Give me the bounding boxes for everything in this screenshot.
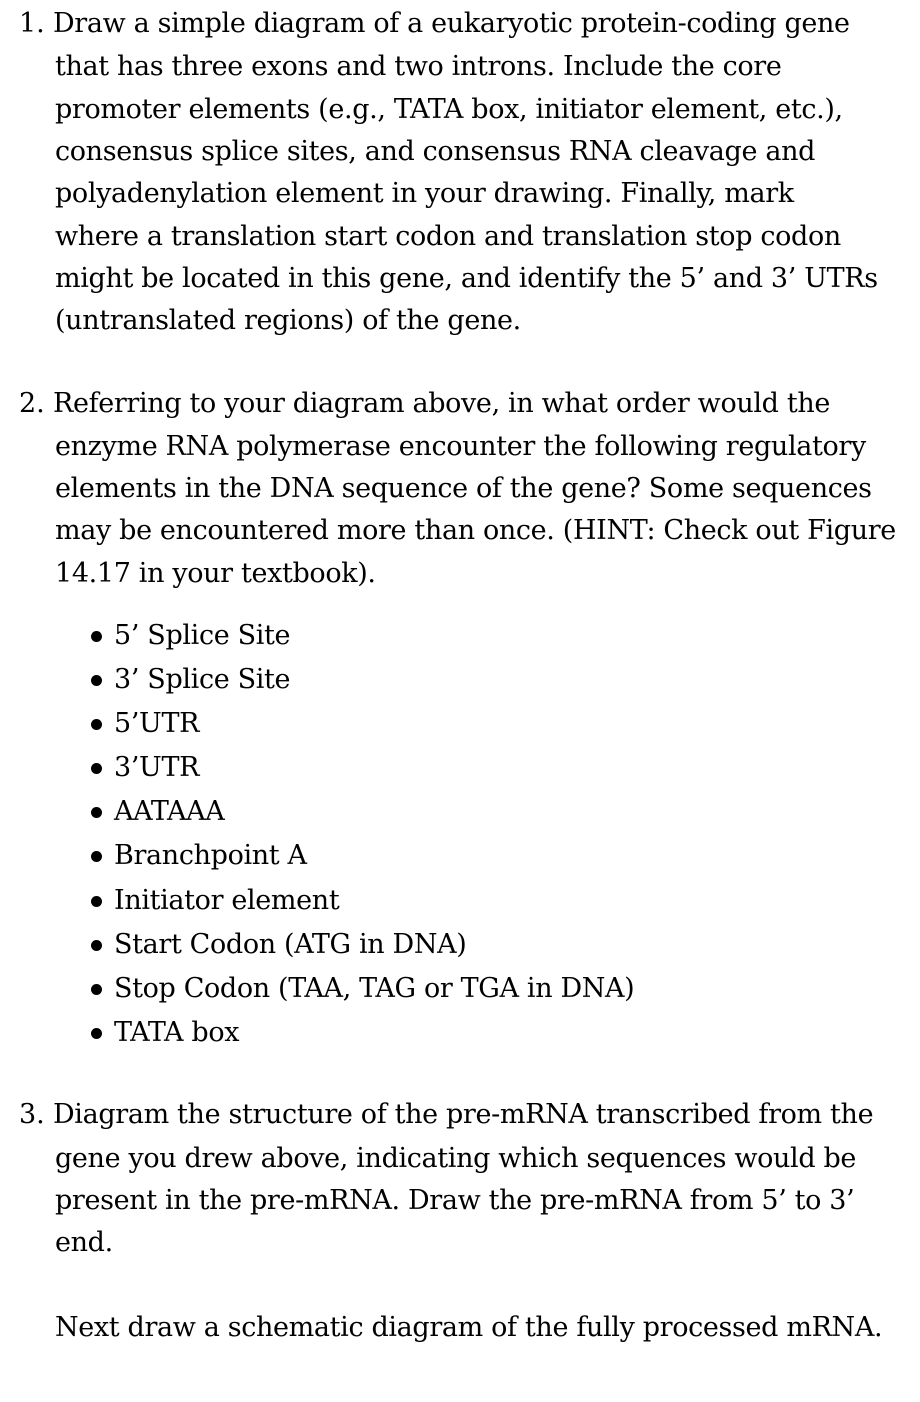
question-text-line: that has three exons and two introns. Include the core (55, 51, 782, 82)
list-item-label: 3’ Splice Site (114, 664, 291, 695)
question-text-line: present in the pre-mRNA. Draw the pre-mRNA from 5’ to 3’ (55, 1185, 855, 1216)
bullet-icon (91, 763, 102, 774)
question-text-line: enzyme RNA polymerase encounter the following regulatory (55, 431, 866, 462)
list-item (0, 702, 920, 746)
question-text-line: (untranslated regions) of the gene. (55, 305, 521, 336)
question-text-line: might be located in this gene, and identify the 5’ and 3’ UTRs (55, 263, 878, 294)
list-item (0, 967, 920, 1011)
question-text-line: Diagram the structure of the pre-mRNA transcribed from the (53, 1099, 874, 1130)
bullet-icon (91, 940, 102, 951)
list-item (0, 834, 920, 878)
bullet-icon (91, 984, 102, 995)
question-text-line: elements in the DNA sequence of the gene? Some sequences (55, 473, 872, 504)
list-item (0, 790, 920, 834)
question-text-line: Next draw a schematic diagram of the fully processed mRNA. (55, 1312, 883, 1343)
question-text-line: gene you drew above, indicating which sequences would be (55, 1143, 857, 1174)
bullet-icon (91, 631, 102, 642)
question-number: 1. (19, 8, 45, 39)
question-text-line: where a translation start codon and translation stop codon (55, 221, 841, 252)
bullet-icon (91, 807, 102, 818)
list-item-label: Start Codon (ATG in DNA) (114, 929, 467, 960)
bullet-icon (91, 675, 102, 686)
list-item-label: Stop Codon (TAA, TAG or TGA in DNA) (114, 973, 635, 1004)
question-text-line: may be encountered more than once. (HINT: Check out Figure (55, 515, 896, 546)
question-text-line: end. (55, 1227, 113, 1258)
question-text-line: Draw a simple diagram of a eukaryotic protein-coding gene (53, 8, 850, 39)
question-number: 2. (19, 388, 45, 419)
bullet-icon (91, 851, 102, 862)
list-item (0, 614, 920, 658)
list-item-label: Initiator element (114, 885, 340, 916)
question-text-line: polyadenylation element in your drawing. Finally, mark (55, 178, 794, 209)
list-item-label: AATAAA (114, 796, 225, 827)
question-text-line: 14.17 in your textbook). (55, 558, 376, 589)
list-item-label: 3’UTR (114, 752, 200, 783)
bullet-icon (91, 896, 102, 907)
list-item (0, 923, 920, 967)
list-item-label: 5’UTR (114, 708, 200, 739)
question-text-line: consensus splice sites, and consensus RNA cleavage and (55, 136, 816, 167)
list-item (0, 879, 920, 923)
bullet-icon (91, 719, 102, 730)
list-item (0, 746, 920, 790)
bullet-icon (91, 1028, 102, 1039)
list-item (0, 1011, 920, 1055)
list-item-label: 5’ Splice Site (114, 620, 291, 651)
question-number: 3. (19, 1099, 45, 1130)
list-item-label: TATA box (114, 1017, 240, 1048)
question-text-line: promoter elements (e.g., TATA box, initiator element, etc.), (55, 94, 843, 125)
question-text-line: Referring to your diagram above, in what order would the (53, 388, 831, 419)
list-item-label: Branchpoint A (114, 840, 307, 871)
list-item (0, 658, 920, 702)
